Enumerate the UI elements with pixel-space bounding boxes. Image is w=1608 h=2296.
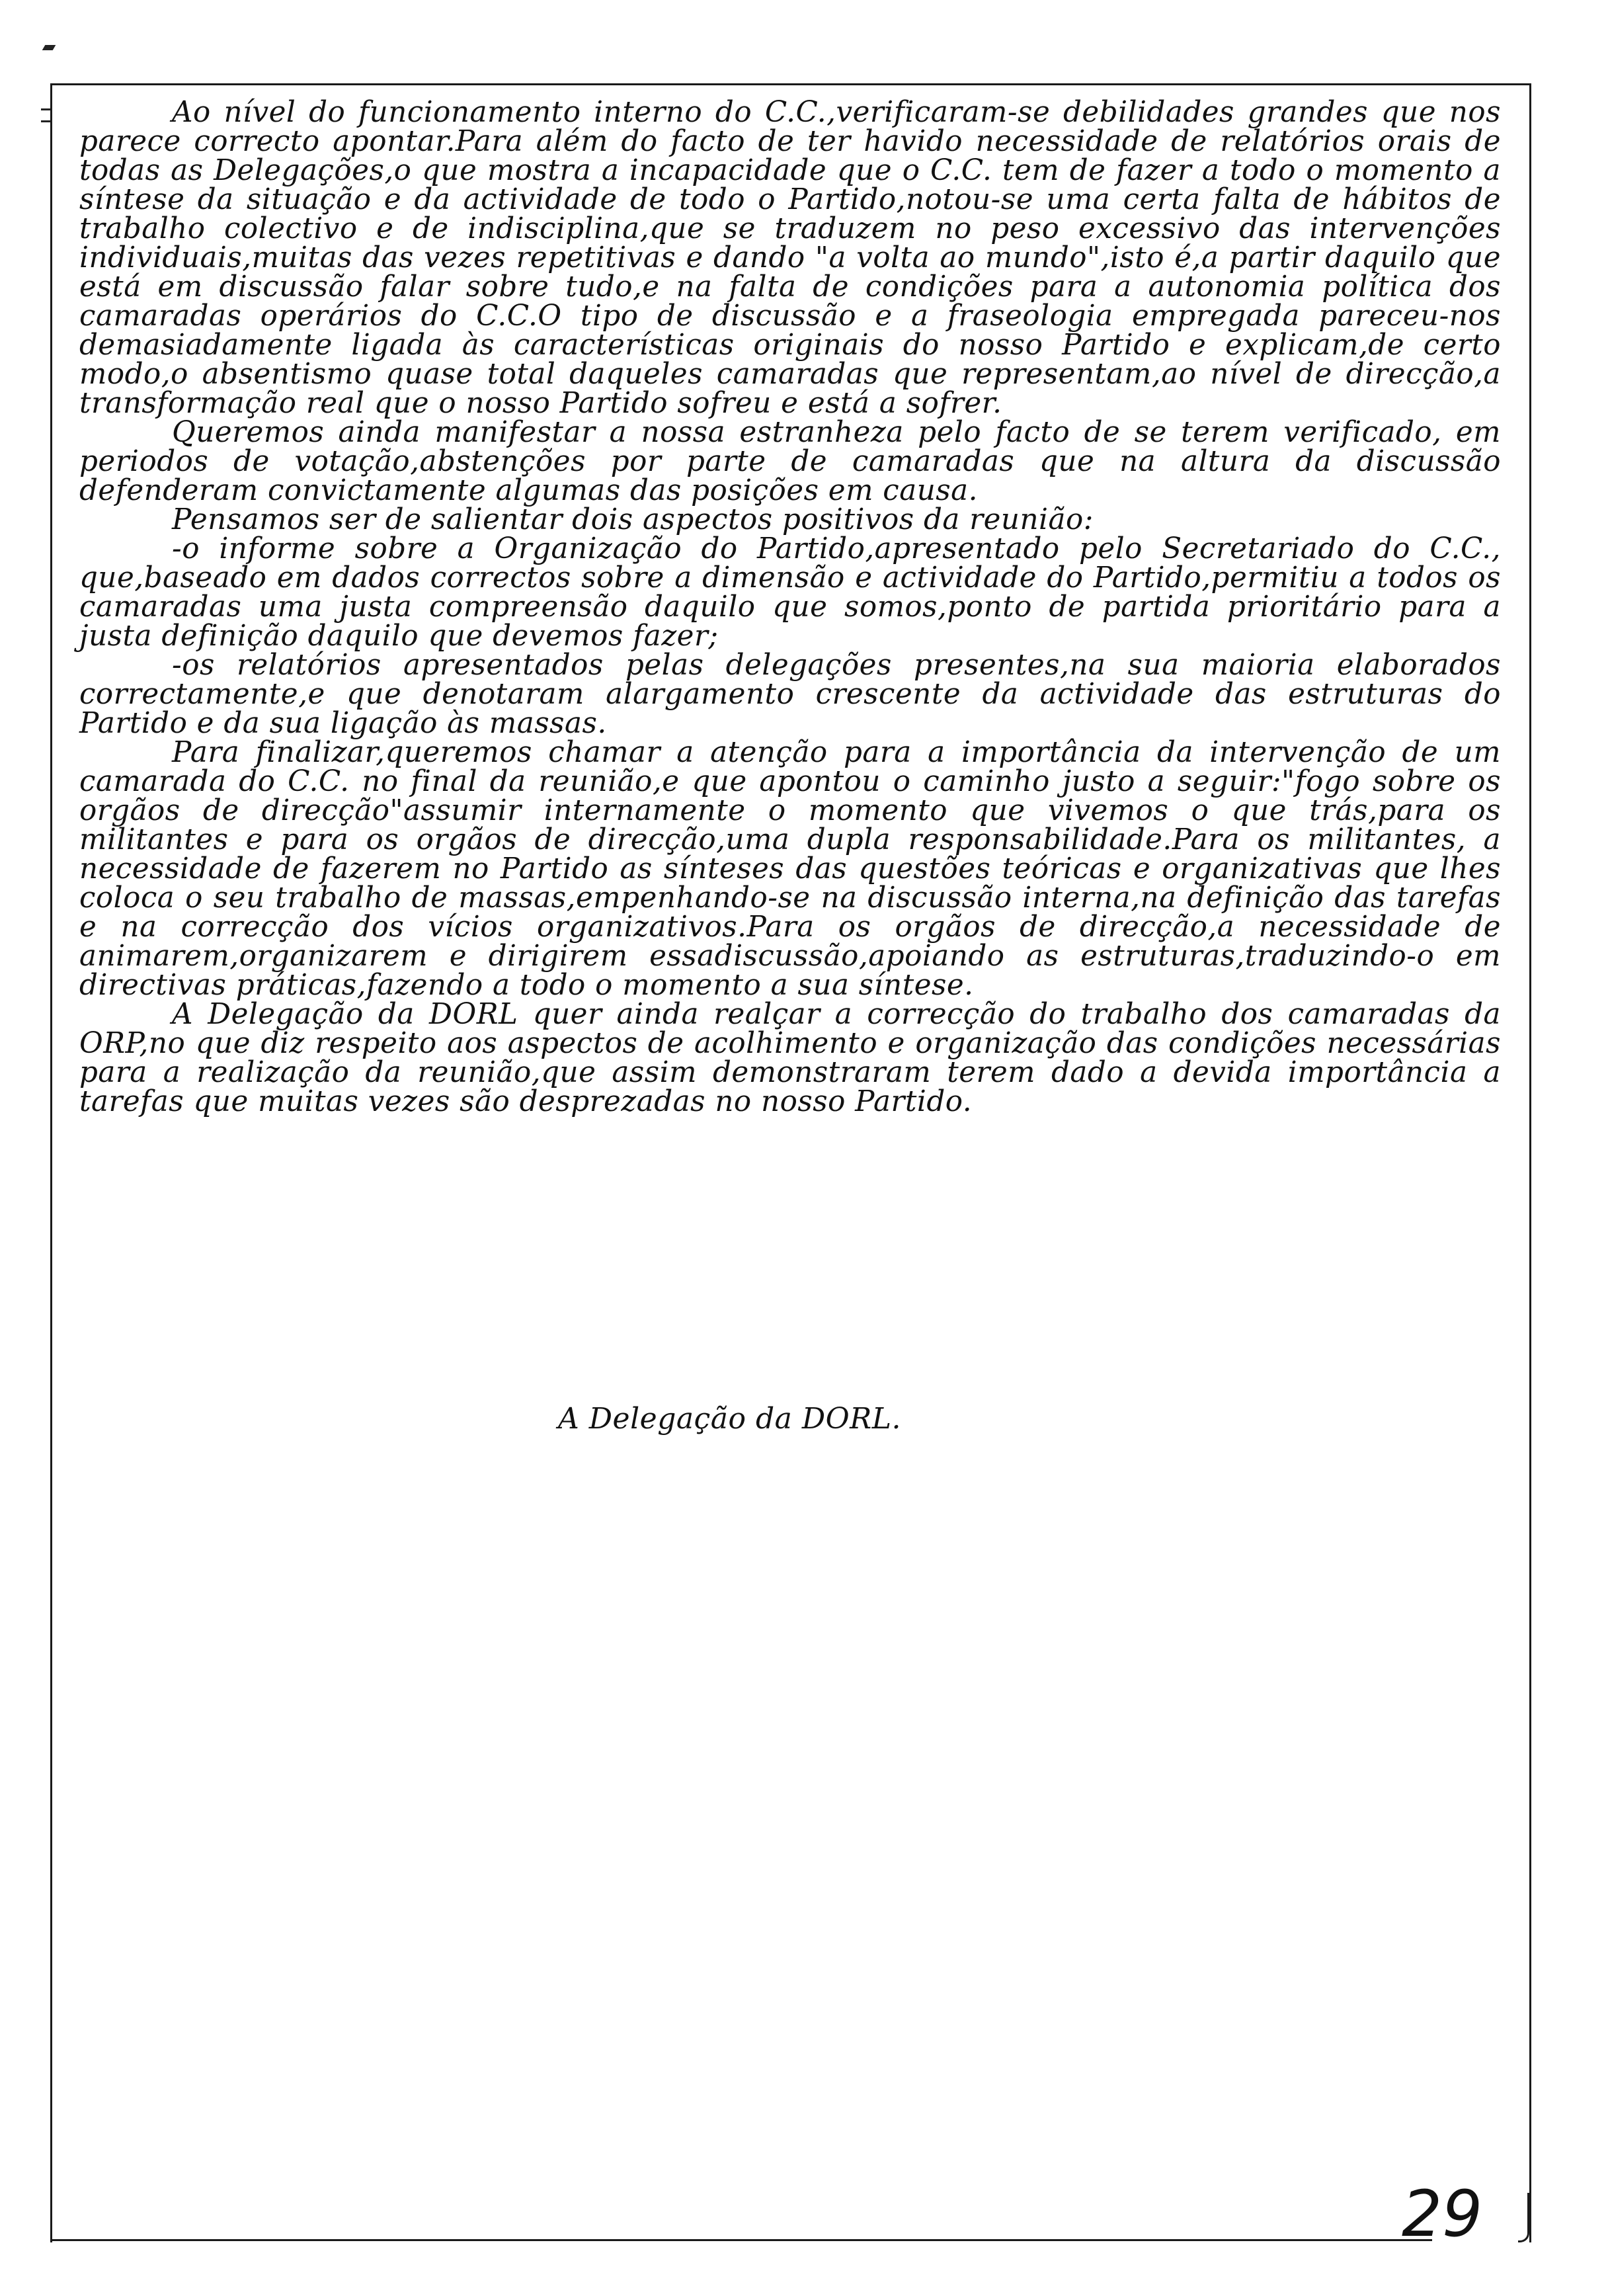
paragraph-voting-abstentions: Queremos ainda manifestar a nossa estranheza pelo facto de se terem verificado, em periodos de votação,abstenções por parte de camaradas que na altura da discussão defenderam convictamente algumas das posições em causa. bbox=[79, 416, 1501, 507]
document-body bbox=[79, 98, 1501, 1116]
page-frame-bottom-rule bbox=[50, 2239, 1432, 2241]
paragraph-positive-aspects-intro: Pensamos ser de salientar dois aspectos positivos da reunião: bbox=[172, 503, 1094, 536]
list-item-delegation-reports: -os relatórios apresentados pelas delegações presentes,na sua maioria elaborados correctamente,e que denotaram alargamento crescente da actividade das estruturas do Partido e da sua ligação às massas. bbox=[79, 649, 1501, 740]
paragraph-internal-functioning: Ao nível do funcionamento interno do C.C.,verificaram-se debilidades grandes que nos parece correcto apontar.Para além do facto de ter havido necessidade de relatórios orais de todas as Delegações,o que mostra a incapacidade que o C.C. tem de fazer a todo o momento a síntese da situação e da actividade de todo o Partido,notou-se uma certa falta de hábitos de trabalho colectivo e de indisciplina,que se traduzem no peso excessivo das intervenções individuais,muitas das vezes repetitivas e dando "a volta ao mundo",isto é,a partir daquilo que está em discussão falar sobre tudo,e na falta de condições para a autonomia política dos camaradas operários do C.C.O tipo de discussão e a fraseologia empregada pareceu-nos demasiadamente ligada às características originais do nosso Partido e explicam,de certo modo,o absentismo quase total daqueles camaradas que representam,ao nível de direcção,a transformação real que o nosso Partido sofreu e está a sofrer. bbox=[79, 96, 1501, 420]
paragraph-orp-acknowledgement: A Delegação da DORL quer ainda realçar a correcção do trabalho dos camaradas da ORP,no que diz respeito aos aspectos de acolhimento e organização das condições necessárias para a realização da reunião,que assim demonstraram terem dado a devida importância a tarefas que muitas vezes são desprezadas no nosso Partido. bbox=[79, 998, 1501, 1118]
margin-tick bbox=[41, 108, 50, 110]
signature-line: A Delegação da DORL. bbox=[558, 1402, 902, 1436]
list-item-organization-report: -o informe sobre a Organização do Partido,apresentado pelo Secretariado do C.C., que,baseado em dados correctos sobre a dimensão e actividade do Partido,permitiu a todos os camaradas uma justa compreensão daquilo que somos,ponto de partida prioritário para a justa definição daquilo que devemos fazer; bbox=[79, 532, 1501, 653]
page-number-bracket bbox=[1518, 2193, 1529, 2242]
margin-tick bbox=[41, 120, 50, 122]
corner-mark bbox=[42, 45, 56, 50]
page-number: 29 bbox=[1402, 2177, 1483, 2251]
paragraph-final-intervention: Para finalizar,queremos chamar a atenção para a importância da intervenção de um camarada do C.C. no final da reunião,e que apontou o caminho justo a seguir:"fogo sobre os orgãos de direcção"assumir internamente o momento que vivemos o que trás,para os militantes e para os orgãos de direcção,uma dupla responsabilidade.Para os militantes, a necessidade de fazerem no Partido as sínteses das questões teóricas e organizativas que lhes coloca o seu trabalho de massas,empenhando-se na discussão interna,na definição das tarefas e na correcção dos vícios organizativos.Para os orgãos de direcção,a necessidade de animarem,organizarem e dirigirem essadiscussão,apoiando as estruturas,traduzindo-o em directivas práticas,fazendo a todo o momento a sua síntese. bbox=[79, 736, 1501, 1002]
